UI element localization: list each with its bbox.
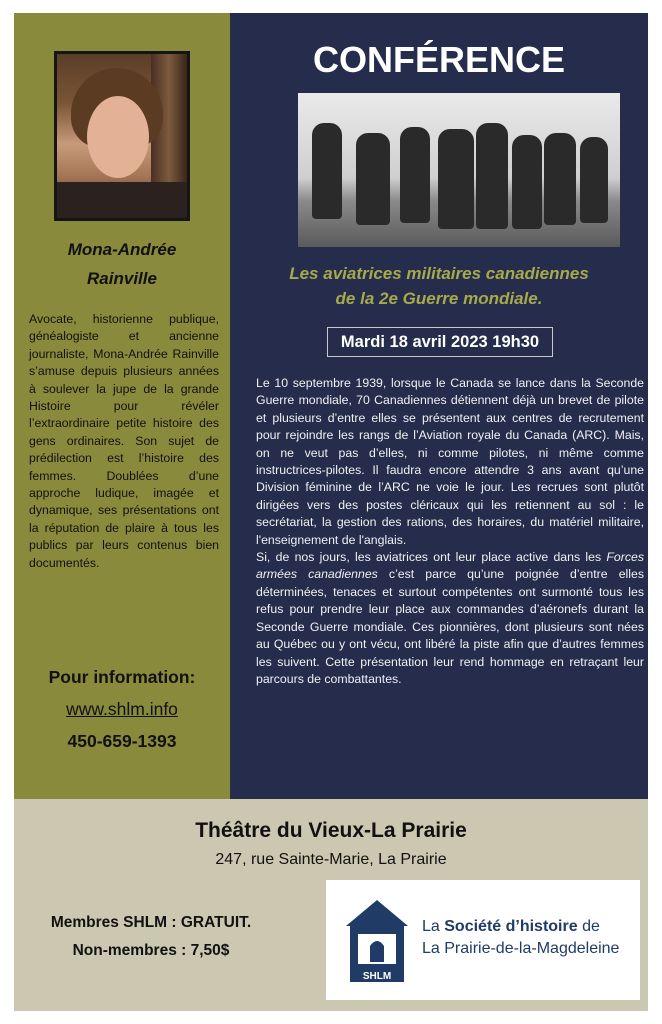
description-paragraph-2 [256, 549, 644, 688]
speaker-name-line1: Mona-Andrée [67, 240, 177, 259]
phone-number: 450-659-1393 [67, 731, 177, 751]
pricing [36, 909, 266, 965]
poster [14, 13, 648, 1011]
subtitle-line2: de la 2e Guerre mondiale. [335, 289, 543, 308]
event-panel [230, 13, 648, 799]
speaker-name [14, 235, 230, 293]
speaker-portrait [54, 51, 190, 221]
paragraph2-italic: Forces armées canadiennes [256, 550, 644, 582]
website-link[interactable]: www.shlm.info [66, 699, 178, 719]
logo-acronym: SHLM [362, 971, 392, 982]
logo-name-line1: La Société d’histoire de [422, 918, 600, 935]
shlm-logo [326, 880, 640, 1000]
shlm-house-icon [344, 898, 410, 984]
paragraph2-start: Si, de nos jours, les aviatrices ont leur place active dans les [256, 550, 607, 565]
aviatrices-photo [298, 93, 620, 247]
event-description [256, 375, 644, 688]
event-date: Mardi 18 avril 2023 19h30 [327, 327, 553, 357]
speaker-bio: Avocate, historienne publique, généalogiste et ancienne journaliste, Mona-Andrée Rainville s’amuse depuis plusieurs années à soulever la jupe de la grande Histoire pour révéler l’extraordinaire petite histoire des gens ordinaires. Son sujet de prédilection est l’histoire des femmes. Doublées d’une approche ludique, imagée et dynamique, ses présentations ont la réputation de plaire à tous les publics par leurs contenus bien documentés. [29, 312, 219, 570]
logo-name-line2: La Prairie-de-la-Magdeleine [422, 940, 620, 957]
event-title: CONFÉRENCE [312, 39, 566, 80]
event-subtitle [230, 261, 648, 311]
venue-address: 247, rue Sainte-Marie, La Prairie [215, 851, 447, 868]
speaker-name-line2: Rainville [87, 269, 157, 288]
info-heading: Pour information: [48, 667, 196, 687]
subtitle-line1: Les aviatrices militaires canadiennes [289, 264, 589, 283]
speaker-panel [14, 13, 230, 799]
venue-name: Théâtre du Vieux-La Prairie [195, 819, 467, 842]
venue-panel [14, 799, 648, 1011]
description-paragraph-1: Le 10 septembre 1939, lorsque le Canada se lance dans la Seconde Guerre mondiale, 70 Canadiennes détiennent déjà un brevet de pilote et plusieurs d’entre elles se présentent aux centres de recrutement pour rejoindre les rangs de l’Aviation royale du Canada (ARC). Mais, on ne veut pas d’elles, ni comme pilotes, ni même comme instructrices-pilotes. Il faudra encore attendre 3 ans avant qu’une Division féminine de l’ARC ne voie le jour. Les recrues sont plutôt dirigées vers des postes cléricaux qui les retiennent au sol : le secrétariat, la gestion des rations, des horaires, du matériel militaire, l'enseignement de l'anglais. [256, 376, 644, 547]
non-members-price: Non-membres : 7,50$ [72, 942, 230, 959]
paragraph2-end: c’est parce qu’une poignée d’entre elles déterminées, tenaces et surtout compétentes ont surmonté tous les refus pour prendre leur place aux commandes d’aéronefs durant la Seconde Guerre mondiale. Ces pionnières, dont plusieurs sont nées au Québec ou y ont vécu, ont libéré la piste afin que d’autres femmes les suivent. Cette présentation leur rend hommage en retraçant leur parcours de combattantes. [256, 567, 644, 686]
members-price: Membres SHLM : GRATUIT. [50, 914, 252, 931]
